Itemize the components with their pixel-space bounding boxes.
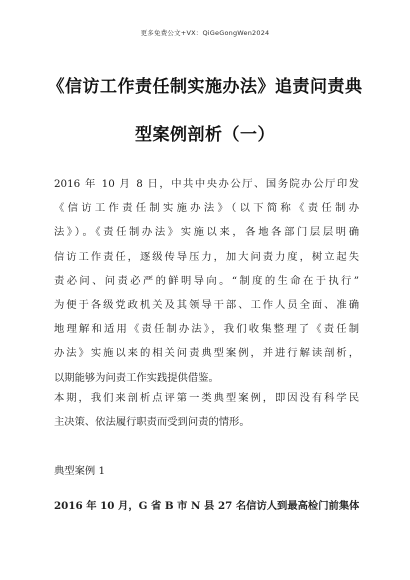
section-heading-case-1 (54, 459, 359, 483)
text-line: 责必问、问责必严的鲜明导向。“制度的生命在于执行” (54, 274, 359, 287)
paragraph-case-1 (54, 494, 359, 518)
text-line: 办法》实施以来的相关问责典型案例，并进行解读剖析， (54, 347, 359, 360)
text-line: 法》）。《责任制办法》实施以来，各地各部门层层明确 (54, 226, 359, 239)
text-line: 2016 年 10 月 8 日，中共中央办公厅、国务院办公厅印发 (54, 178, 359, 190)
document-title-line-1: 《信访工作责任制实施办法》追责问责典 (47, 77, 363, 97)
paragraph-this-issue (54, 386, 359, 434)
text-line: 以期能够为问责工作实践提供借鉴。 (54, 371, 219, 384)
header-note: 更多免费公文+VX：QiGeGongWen2024 (140, 29, 270, 37)
text-line: 2016 年 10 月，G 省 B 市 N 县 27 名信访人到最高检门前集体 (54, 500, 359, 512)
text-line: 典型案例 1 (54, 465, 106, 477)
text-line: 《信访工作责任制实施办法》（以下简称《责任制办 (54, 202, 359, 215)
text-line: 信访工作责任，逐级传导压力，加大问责力度，树立起失 (54, 250, 359, 263)
paragraph-introduction (54, 172, 359, 390)
text-line: 地理解和适用《责任制办法》，我们收集整理了《责任制 (54, 323, 359, 336)
text-line: 主决策、依法履行职责而受到问责的情形。 (54, 416, 250, 429)
text-line: 本期，我们来剖析点评第一类典型案例，即因没有科学民 (54, 392, 359, 404)
text-line: 为便于各级党政机关及其领导干部、工作人员全面、准确 (54, 299, 359, 312)
document-title-line-2: 型案例剖析（一） (135, 125, 275, 145)
